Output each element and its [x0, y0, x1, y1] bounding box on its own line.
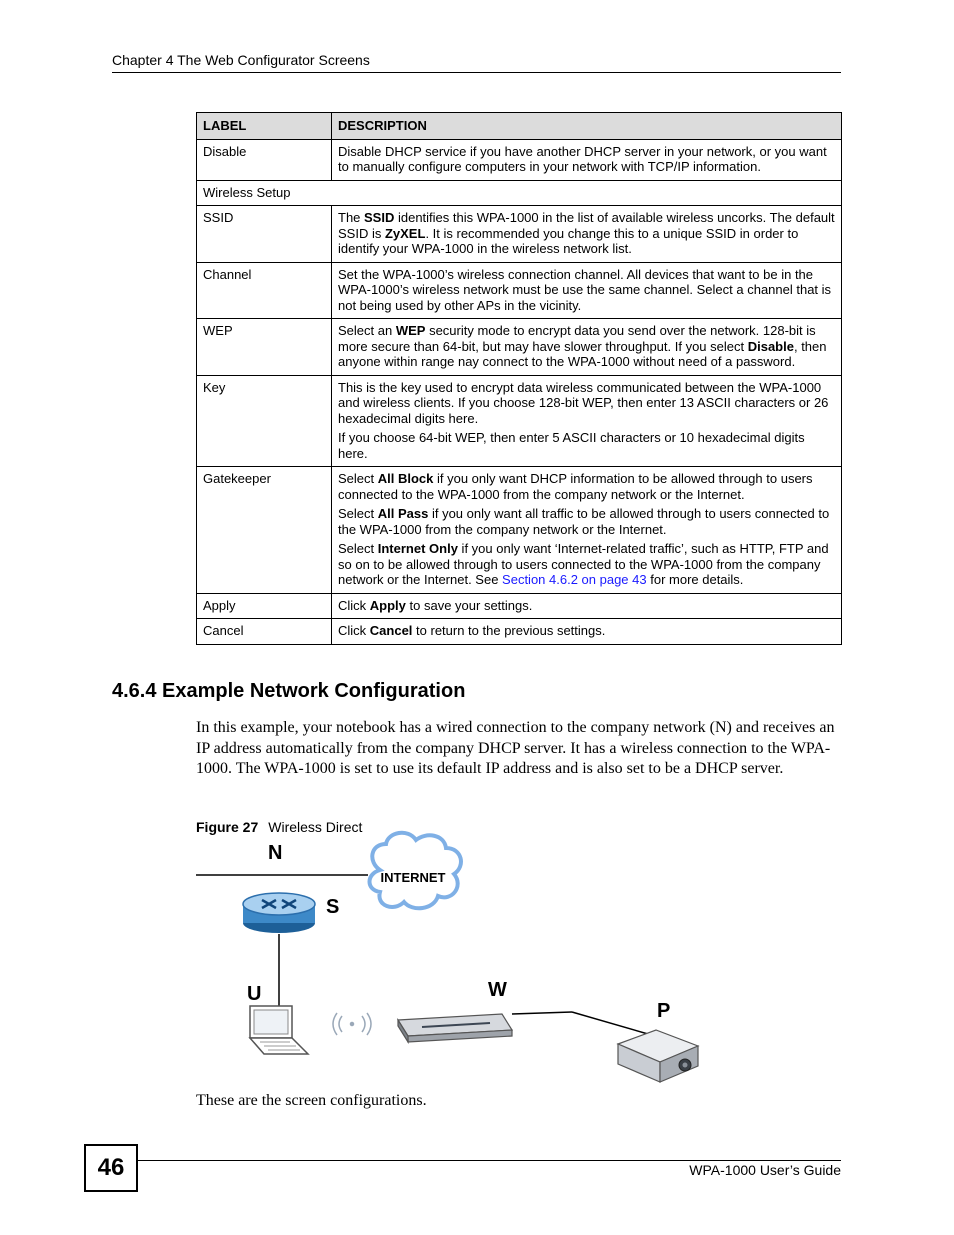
row-description: This is the key used to encrypt data wireless communicated between the WPA-1000 and wireless clients. If you choose 128-bit WEP, then enter 13 ASCII characters or 26 hexadecimal digits here. If you choose 64-bit WEP, then enter 5 ASCII characters or 10 hexadecimal digits here. [332, 375, 842, 467]
label-n: N [268, 842, 283, 864]
row-label: Gatekeeper [197, 467, 332, 594]
section-heading: 4.6.4 Example Network Configuration [112, 680, 466, 702]
cable-ap-projector [512, 1012, 572, 1014]
row-label: Key [197, 375, 332, 467]
network-diagram [190, 830, 720, 1085]
wireless-signal-icon [333, 1013, 371, 1035]
internet-label: INTERNET [380, 870, 446, 885]
row-subheading: Wireless Setup [197, 180, 842, 206]
internet-cloud-icon [370, 833, 461, 908]
row-description: The SSID identifies this WPA-1000 in the list of available wireless uncorks. The default SSID is ZyXEL. It is recommended you change this to a unique SSID in order to identify your WPA-1000 in the wireless network list. [332, 206, 842, 263]
running-header: Chapter 4 The Web Configurator Screens [112, 52, 370, 68]
table-row [197, 206, 842, 263]
table-row [197, 319, 842, 376]
row-description: Set the WPA-1000’s wireless connection channel. All devices that want to be in the WPA-1000’s wireless network must be use the same channel. Select a channel that is not being used by other APs in the vicinity. [332, 262, 842, 319]
guide-title: WPA-1000 User’s Guide [689, 1162, 841, 1178]
figure-caption: Figure 27 Wireless Direct [196, 819, 363, 835]
section-cross-reference-link[interactable]: Section 4.6.2 on page 43 [502, 572, 647, 587]
row-description: Select an WEP security mode to encrypt data you send over the network. 128-bit is more secure than 64-bit, but may have slower throughput. If you select Disable, then anyone within range nay connect to the WPA-1000 without need of a password. [332, 319, 842, 376]
row-label: Apply [197, 593, 332, 619]
footer-rule [138, 1160, 841, 1161]
row-description: Disable DHCP service if you have another DHCP server in your network, or you want to manually configure computers in your network with TCP/IP information. [332, 139, 842, 180]
closing-paragraph: These are the screen configurations. [196, 1092, 427, 1109]
header-rule [112, 72, 841, 73]
row-label: Cancel [197, 619, 332, 645]
row-description: Click Apply to save your settings. [332, 593, 842, 619]
notebook-icon [250, 1006, 308, 1054]
label-description-table [196, 112, 842, 645]
column-header-description: DESCRIPTION [332, 113, 842, 140]
cable-ap-projector-end [572, 1012, 648, 1034]
row-label: Channel [197, 262, 332, 319]
label-w: W [488, 979, 507, 1001]
label-u: U [247, 983, 262, 1005]
table-row [197, 375, 842, 467]
table-row [197, 467, 842, 594]
table-row [197, 619, 842, 645]
intro-paragraph: In this example, your notebook has a wired connection to the company network (N) and receives an IP address automatically from the company DHCP server. It has a wireless connection to the WPA-1000. The WPA-1000 is set to use its default IP address and is also set to be a DHCP server. [196, 719, 835, 777]
column-header-label: LABEL [197, 113, 332, 140]
switch-icon [243, 893, 315, 933]
row-description: Click Cancel to return to the previous settings. [332, 619, 842, 645]
table-row [197, 262, 842, 319]
table-row [197, 593, 842, 619]
row-label: Disable [197, 139, 332, 180]
row-label: SSID [197, 206, 332, 263]
page-number: 46 [84, 1144, 138, 1192]
projector-icon [618, 1030, 698, 1082]
label-s: S [326, 896, 340, 918]
table-header-row [197, 113, 842, 140]
row-description: Select All Block if you only want DHCP information to be allowed through to users connected to the WPA-1000 from the company network or the Internet. Select All Pass if you only want all traffic to be allowed through to users connected to the WPA-1000 from the company network or the Internet. Select Internet Only if you only want ‘Internet-related traffic’, such as HTTP, FTP and so on to be allowed through to users connected to the WPA-1000 from the company network or the Internet. See Section 4.6.2 on page 43 for more details. [332, 467, 842, 594]
table-row [197, 180, 842, 206]
access-point-icon [398, 1014, 512, 1042]
label-p: P [657, 1000, 671, 1022]
table-row [197, 139, 842, 180]
row-label: WEP [197, 319, 332, 376]
